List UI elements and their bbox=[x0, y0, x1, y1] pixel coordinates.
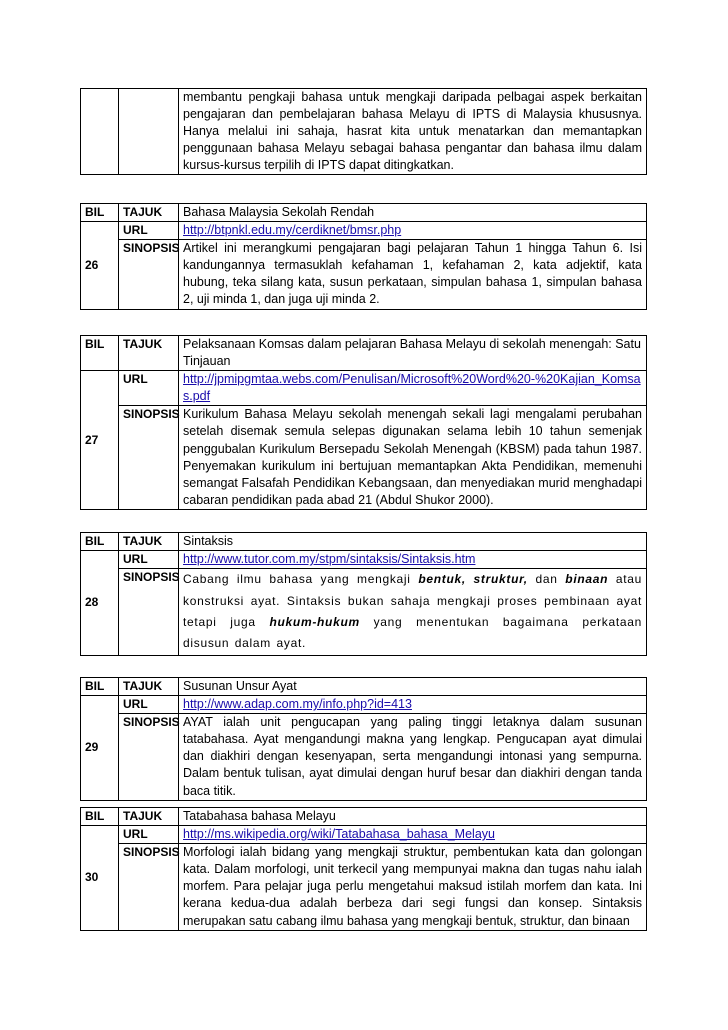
sinopsis-label: SINOPSIS bbox=[119, 240, 179, 309]
synopsis-text: yang menentukan bagaimana perkataan disusun dalam ayat. bbox=[183, 615, 642, 651]
url-label: URL bbox=[119, 696, 179, 714]
entry-url-link[interactable]: http://www.tutor.com.my/stpm/sintaksis/Sintaksis.htm bbox=[183, 552, 476, 567]
entry-table-30 bbox=[80, 807, 647, 931]
entry-title: Tatabahasa bahasa Melayu bbox=[179, 808, 647, 826]
synopsis-text: atau konstruksi ayat. Sintaksis bukan sahaja mengkaji proses pembinaan ayat tetapi juga bbox=[183, 572, 642, 629]
synopsis-emphasis: binaan bbox=[565, 572, 609, 587]
entry-synopsis bbox=[179, 569, 647, 656]
entry-number: 26 bbox=[81, 222, 119, 309]
bil-label: BIL bbox=[81, 533, 119, 551]
sinopsis-label: SINOPSIS bbox=[119, 569, 179, 656]
url-label: URL bbox=[119, 551, 179, 569]
entry-url-link[interactable]: http://www.adap.com.my/info.php?id=413 bbox=[183, 697, 412, 712]
synopsis-emphasis: bentuk, struktur, bbox=[418, 572, 528, 587]
sinopsis-label: SINOPSIS bbox=[119, 844, 179, 930]
synopsis-text: Cabang ilmu bahasa yang mengkaji bbox=[183, 572, 419, 587]
sinopsis-label: SINOPSIS bbox=[119, 714, 179, 800]
entry-table-26 bbox=[80, 203, 647, 310]
tajuk-label: TAJUK bbox=[119, 808, 179, 826]
entry-table-27 bbox=[80, 335, 647, 510]
tajuk-label: TAJUK bbox=[119, 204, 179, 222]
entry-title: Bahasa Malaysia Sekolah Rendah bbox=[179, 204, 647, 222]
entry-synopsis: AYAT ialah unit pengucapan yang paling tinggi letaknya dalam susunan tatabahasa. Ayat mengandungi makna yang lengkap. Pengucapan ayat dimulai dan diakhiri dengan kesenyapan, serta mengandungi intonasi yang sempurna. Dalam bentuk tulisan, ayat dimulai dengan huruf besar dan diakhiri dengan tanda baca titik. bbox=[179, 714, 647, 800]
entry-number: 30 bbox=[81, 826, 119, 931]
empty-cell bbox=[119, 89, 179, 175]
synopsis-emphasis: hukum-hukum bbox=[269, 615, 360, 629]
entry-table-29 bbox=[80, 677, 647, 801]
tajuk-label: TAJUK bbox=[119, 533, 179, 551]
entry-url-link[interactable]: http://ms.wikipedia.org/wiki/Tatabahasa_bahasa_Melayu bbox=[183, 827, 495, 842]
continuation-table bbox=[80, 88, 647, 175]
entry-synopsis: Morfologi ialah bidang yang mengkaji struktur, pembentukan kata dan golongan kata. Dalam morfologi, unit terkecil yang mempunyai makna dan tugas nahu ialah morfem. Para pelajar juga perlu mengetahui maksud istilah morfem dan kata. Ini kerana kedua-dua adalah berbeza dari segi fungsi dan konsep. Sintaksis merupakan satu cabang ilmu bahasa yang mengkaji bentuk, struktur, dan binaan bbox=[179, 844, 647, 930]
empty-cell bbox=[81, 89, 119, 175]
sinopsis-label: SINOPSIS bbox=[119, 406, 179, 510]
entry-url-link[interactable]: http://jpmipgmtaa.webs.com/Penulisan/Microsoft%20Word%20-%20Kajian_Komsas.pdf bbox=[183, 372, 641, 404]
bil-label: BIL bbox=[81, 808, 119, 826]
entry-synopsis: Kurikulum Bahasa Melayu sekolah menengah sekali lagi mengalami perubahan setelah disemak semula selepas digunakan selama lebih 10 tahun semenjak penggubalan Kurikulum Bersepadu Sekolah Menengah (KBSM) pada tahun 1987. Penyemakan kurikulum ini bertujuan memantapkan Akta Pendidikan, memenuhi semangat Falsafah Pendidikan Kebangsaan, dan menyediakan murid menghadapi cabaran pendidikan pada abad 21 (Abdul Shukor 2000). bbox=[179, 406, 647, 510]
bil-label: BIL bbox=[81, 678, 119, 696]
entry-number: 29 bbox=[81, 696, 119, 801]
continuation-text: membantu pengkaji bahasa untuk mengkaji daripada pelbagai aspek berkaitan pengajaran dan pembelajaran bahasa Melayu di IPTS di Malaysia khususnya. Hanya melalui ini sahaja, hasrat kita untuk menatarkan dan memantapkan penggunaan bahasa Melayu sebagai bahasa pengantar dan bahasa ilmu dalam kursus-kursus terpilih di IPTS dapat ditingkatkan. bbox=[179, 89, 647, 175]
url-label: URL bbox=[119, 371, 179, 406]
entry-title: Sintaksis bbox=[179, 533, 647, 551]
synopsis-text: dan bbox=[527, 572, 566, 587]
entry-title: Pelaksanaan Komsas dalam pelajaran Bahasa Melayu di sekolah menengah: Satu Tinjauan bbox=[179, 336, 647, 371]
entry-synopsis: Artikel ini merangkumi pengajaran bagi pelajaran Tahun 1 hingga Tahun 6. Isi kandungannya termasuklah kefahaman 1, kefahaman 2, kata adjektif, kata hubung, teka silang kata, susun perkataan, simpulan bahasa 1, simpulan bahasa 2, uji minda 1, dan juga uji minda 2. bbox=[179, 240, 647, 309]
entry-table-28 bbox=[80, 532, 647, 656]
bil-label: BIL bbox=[81, 204, 119, 222]
tajuk-label: TAJUK bbox=[119, 336, 179, 371]
tajuk-label: TAJUK bbox=[119, 678, 179, 696]
entry-url-link[interactable]: http://btpnkl.edu.my/cerdiknet/bmsr.php bbox=[183, 223, 402, 238]
url-label: URL bbox=[119, 222, 179, 240]
url-label: URL bbox=[119, 826, 179, 844]
bil-label: BIL bbox=[81, 336, 119, 371]
entry-number: 28 bbox=[81, 551, 119, 656]
entry-number: 27 bbox=[81, 371, 119, 510]
entry-title: Susunan Unsur Ayat bbox=[179, 678, 647, 696]
